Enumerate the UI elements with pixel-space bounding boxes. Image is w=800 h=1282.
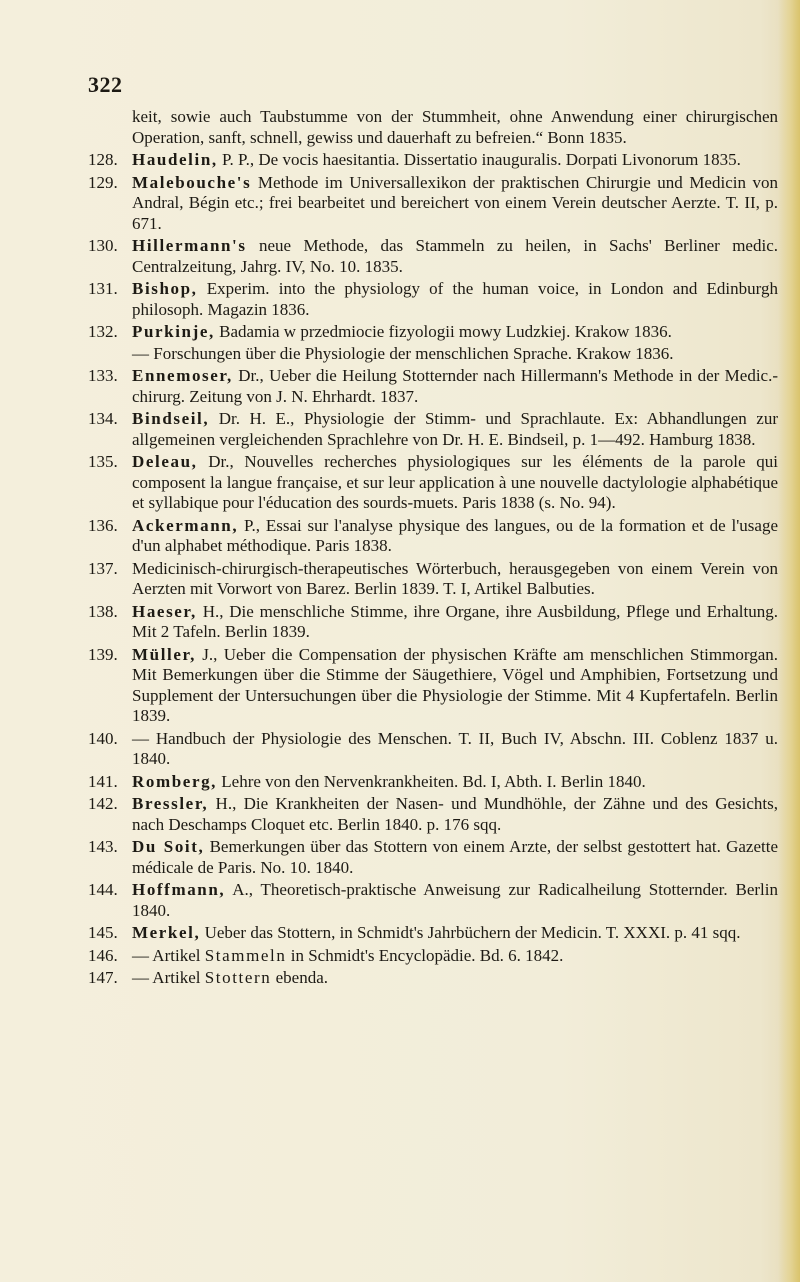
entry-number: 130. xyxy=(88,236,118,255)
entry-number: 138. xyxy=(88,601,118,621)
entry-title: J., Ueber die Compensation der physischen Kräfte am menschlichen Stimmorgan. Mit Bemerkungen über die Stimme der Säugethiere, Vögel und Amphibien, Fortsetzung und Supplement der Untersuchungen über die Physiologie der Stimme. Mit 4 Kupfertafeln. Berlin 1839. xyxy=(132,644,778,725)
bibliography-entry xyxy=(88,602,778,643)
entry-author: Hillermann's xyxy=(132,236,247,255)
entry-text xyxy=(132,602,778,643)
entry-text xyxy=(132,968,778,989)
entry-title: H., Die menschliche Stimme, ihre Organe, ihre Ausbildung, Pflege und Erhaltung. Mit 2 Tafeln. Berlin 1839. xyxy=(132,601,778,641)
entry-number: 146. xyxy=(88,945,118,965)
entry-author: Merkel, xyxy=(132,923,201,942)
entry-title: A., Theoretisch-praktische Anweisung zur Radicalheilung Stotternder. Berlin 1840. xyxy=(132,880,778,920)
entry-title: Experim. into the physiology of the human voice, in London and Edinburgh philosoph. Magazin 1836. xyxy=(132,279,778,319)
entry-author: Haeser, xyxy=(132,601,197,621)
entry-number: 129. xyxy=(88,172,118,192)
entry-author: Bishop, xyxy=(132,279,198,298)
bibliography-entry xyxy=(88,794,778,835)
entry-number: 131. xyxy=(88,279,118,298)
entry-title: — Artikel xyxy=(132,945,205,965)
entry-text xyxy=(132,794,778,835)
page-number: 322 xyxy=(88,72,123,97)
entry-subentry: — Forschungen über die Physiologie der menschlichen Sprache. Krakow 1836. xyxy=(132,343,674,363)
entry-number: 145. xyxy=(88,923,118,942)
entry-text xyxy=(132,409,778,450)
entry-number: 133. xyxy=(88,366,118,385)
entry-author: Bressler, xyxy=(132,794,209,813)
entry-text xyxy=(132,236,778,277)
entry-text xyxy=(132,837,778,878)
entry-author: Deleau, xyxy=(132,452,198,471)
entry-title: — Handbuch der Physiologie des Menschen. T. II, Buch IV, Abschn. III. Coblenz 1837 u. 1840. xyxy=(132,728,778,768)
bibliography-list xyxy=(88,107,778,991)
bibliography-entry xyxy=(88,729,778,770)
page-edge-shadow xyxy=(778,0,800,1282)
entry-title: Ueber das Stottern, in Schmidt's Jahrbüchern der Medicin. T. XXXI. p. 41 sqq. xyxy=(200,923,741,942)
entry-title: P. P., De vocis haesitantia. Dissertatio inauguralis. Dorpati Livonorum 1835. xyxy=(217,150,741,169)
bibliography-entry xyxy=(88,452,778,514)
entry-text xyxy=(132,772,778,793)
entry-emphasis: Stottern xyxy=(204,968,272,987)
entry-text xyxy=(132,516,778,557)
entry-text xyxy=(132,880,778,921)
entry-text xyxy=(132,923,778,944)
entry-author: Müller, xyxy=(132,644,196,664)
entry-text xyxy=(132,452,778,514)
entries-container xyxy=(88,150,778,989)
entry-number: 144. xyxy=(88,880,118,899)
bibliography-entry xyxy=(88,409,778,450)
entry-number: 137. xyxy=(88,558,118,578)
entry-text xyxy=(132,322,778,364)
bibliography-entry xyxy=(88,645,778,727)
bibliography-entry xyxy=(88,279,778,320)
entry-title: Badamia w przedmiocie fizyologii mowy Ludzkiej. Krakow 1836. xyxy=(214,322,672,341)
entry-number: 142. xyxy=(88,794,118,813)
entry-title: Dr., Ueber die Heilung Stotternder nach Hillermann's Methode in der Medic.-chirurg. Zeitung von J. N. Ehrhardt. 1837. xyxy=(132,366,778,406)
entry-title: H., Die Krankheiten der Nasen- und Mundhöhle, der Zähne und des Gesichts, nach Deschamps Cloquet etc. Berlin 1840. p. 176 sqq. xyxy=(132,794,778,834)
entry-tail: ebenda. xyxy=(271,968,328,987)
entry-text xyxy=(132,645,778,727)
entry-number: 134. xyxy=(88,409,118,428)
entry-title: Dr. H. E., Physiologie der Stimm- und Sprachlaute. Ex: Abhandlungen zur allgemeinen vergleichenden Sprachlehre von Dr. H. E. Bindseil, p. 1—492. Hamburg 1838. xyxy=(132,409,778,449)
entry-title: Medicinisch-chirurgisch-therapeutisches Wörterbuch, herausgegeben von einem Verein von Aerzten mit Vorwort von Barez. Berlin 1839. T. I, Artikel Balbuties. xyxy=(132,558,778,598)
entry-number: 135. xyxy=(88,452,118,471)
entry-title: neue Methode, das Stammeln zu heilen, in Sachs' Berliner medic. Centralzeitung, Jahrg. IV, No. 10. 1835. xyxy=(132,236,778,276)
entry-number: 139. xyxy=(88,644,118,664)
entry-number: 147. xyxy=(88,968,118,987)
entry-author: Du Soit, xyxy=(132,837,205,856)
entry-title: — Artikel xyxy=(132,968,205,987)
entry-text xyxy=(132,173,778,235)
bibliography-entry xyxy=(88,968,778,989)
entry-text xyxy=(132,729,778,770)
entry-number: 136. xyxy=(88,515,118,535)
bibliography-entry xyxy=(88,923,778,944)
bibliography-entry xyxy=(88,946,778,967)
bibliography-entry xyxy=(88,516,778,557)
entry-number: 140. xyxy=(88,728,118,748)
entry-tail: in Schmidt's Encyclopädie. Bd. 6. 1842. xyxy=(286,945,564,965)
entry-title: P., Essai sur l'analyse physique des langues, ou de la formation et de l'usage d'un alphabet méthodique. Paris 1838. xyxy=(132,515,778,555)
bibliography-entry xyxy=(88,366,778,407)
entry-number: 141. xyxy=(88,771,118,791)
entry-author: Ennemoser, xyxy=(132,366,233,385)
bibliography-entry xyxy=(88,880,778,921)
continued-entry-text: keit, sowie auch Taubstumme von der Stummheit, ohne Anwendung einer chirurgischen Operation, sanft, schnell, gewiss und dauerhaft zu befreien.“ Bonn 1835. xyxy=(132,107,778,147)
entry-title: Dr., Nouvelles recherches physiologiques sur les éléments de la parole qui composent la langue française, et sur leur application à une nouvelle dactylologie alphabétique et syllabique pour l'éducation des sourds-muets. Paris 1838 (s. No. 94). xyxy=(132,452,778,512)
entry-title: Methode im Universallexikon der praktischen Chirurgie und Medicin von Andral, Bégin etc.; frei bearbeitet und bereichert von einem Verein deutscher Aerzte. T. II, p. 671. xyxy=(132,172,778,233)
entry-emphasis: Stammeln xyxy=(204,945,287,965)
entry-text xyxy=(132,366,778,407)
entry-title: Bemerkungen über das Stottern von einem Arzte, der selbst gestottert hat. Gazette médicale de Paris. No. 10. 1840. xyxy=(132,837,778,877)
bibliography-entry xyxy=(88,236,778,277)
bibliography-entry xyxy=(88,837,778,878)
entry-number: 132. xyxy=(88,322,118,341)
entry-number: 143. xyxy=(88,837,118,856)
entry-author: Hoffmann, xyxy=(132,880,226,899)
entry-text xyxy=(132,150,778,171)
entry-author: Romberg, xyxy=(132,771,218,791)
entry-text xyxy=(132,559,778,600)
entry-author: Bindseil, xyxy=(132,409,210,428)
bibliography-entry xyxy=(88,322,778,364)
bibliography-entry xyxy=(88,772,778,793)
bibliography-entry xyxy=(88,150,778,171)
entry-author: Haudelin, xyxy=(132,150,218,169)
entry-title: Lehre von den Nervenkrankheiten. Bd. I, Abth. I. Berlin 1840. xyxy=(217,771,646,791)
bibliography-entry xyxy=(88,173,778,235)
bibliography-entry xyxy=(88,559,778,600)
entry-text xyxy=(132,279,778,320)
entry-author: Ackermann, xyxy=(132,515,239,535)
entry-author: Purkinje, xyxy=(132,322,215,341)
entry-number: 128. xyxy=(88,150,118,169)
entry-author: Malebouche's xyxy=(132,172,252,192)
entry-text xyxy=(132,946,778,967)
